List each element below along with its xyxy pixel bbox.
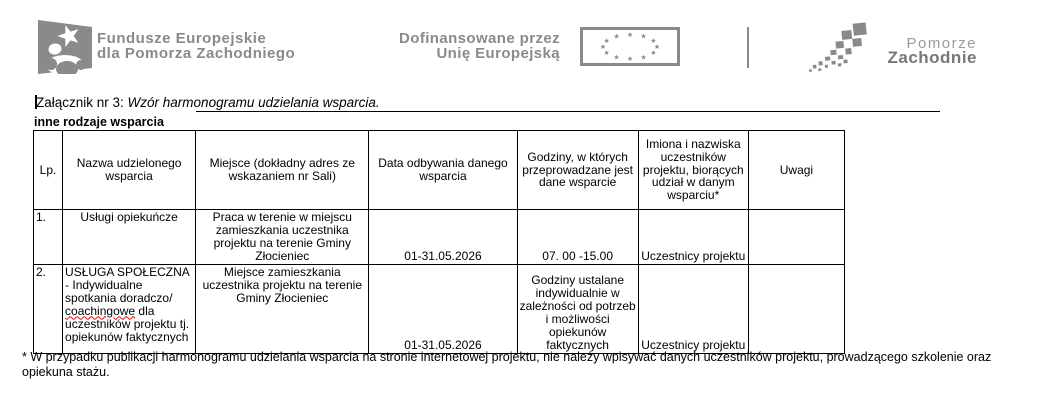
svg-text:★: ★ — [626, 56, 634, 63]
row2-notes — [748, 264, 844, 353]
pz-logo-line2: Zachodnie — [887, 48, 977, 67]
header-divider — [747, 27, 749, 68]
eu-funding-line2: Unię Europejską — [436, 45, 560, 62]
col-header-date: Data odbywania danego wsparcia — [369, 131, 517, 210]
row1-participants: Uczestnicy projektu — [638, 210, 748, 265]
svg-text:★: ★ — [613, 54, 620, 62]
title-underline — [196, 111, 940, 112]
row2-date: 01-31.05.2026 — [369, 264, 517, 353]
col-header-participants: Imiona i nazwiska uczestników projektu, biorących udział w danym wsparciu* — [638, 131, 748, 210]
svg-text:★: ★ — [626, 32, 634, 39]
row2-participants: Uczestnicy projektu — [638, 264, 748, 353]
support-schedule-table — [33, 130, 845, 354]
row2-name-part2: dla uczestników projektu tj. opiekunów faktycznych — [65, 303, 190, 344]
table-header-row — [34, 131, 845, 210]
footnote-line2: opiekuna stażu. — [22, 364, 110, 379]
row1-lp: 1. — [34, 210, 63, 265]
row1-notes — [748, 210, 844, 265]
table-row — [34, 264, 845, 353]
row2-name-misspelled-word: coachingowe — [65, 303, 136, 318]
svg-text:★: ★ — [650, 50, 657, 57]
eu-flag-icon — [580, 27, 680, 66]
footnote-line1: * W przypadku publikacji harmonogramu udzielania wsparcia na stronie internetowej projektu, nie należy wpisywać danych uczestników projektu, prowadzącego szkolenie oraz — [22, 350, 992, 364]
row2-place: Miejsce zamieszkania uczestnika projektu na terenie Gminy Złocieniec — [196, 264, 369, 353]
col-header-hours: Godziny, w których przeprowadzane jest dane wsparcie — [517, 131, 638, 210]
svg-text:★: ★ — [650, 38, 657, 45]
section-label: inne rodzaje wsparcia — [34, 115, 164, 129]
svg-text:★: ★ — [603, 50, 610, 57]
footnote — [22, 350, 1022, 379]
row2-name-part1: USŁUGA SPOŁECZNA - Indywidualne spotkania doradczo/ — [65, 264, 190, 305]
fe-logo-line1: Fundusze Europejskie — [97, 30, 267, 47]
page-title-prefix: Załącznik nr 3: — [36, 95, 128, 110]
col-header-place: Miejsce (dokładny adres ze wskazaniem nr Sali) — [196, 131, 369, 210]
eu-funding-text — [330, 31, 560, 61]
svg-text:★: ★ — [640, 54, 647, 62]
col-header-name: Nazwa udzielonego wsparcia — [63, 131, 196, 210]
pomorze-zachodnie-logo-text — [845, 37, 977, 65]
row2-name — [63, 264, 196, 353]
eu-funding-line1: Dofinansowane przez — [399, 30, 560, 47]
table-row — [34, 210, 845, 265]
row1-date: 01-31.05.2026 — [369, 210, 517, 265]
page-title-italic: Wzór harmonogramu udzielania wsparcia. — [127, 95, 380, 110]
row2-hours: Godziny ustalane indywidualnie w zależności od potrzeb i możliwości opiekunów faktycznych — [517, 264, 638, 353]
row1-name: Usługi opiekuńcze — [63, 210, 196, 265]
pz-logo-line1: Pomorze — [906, 35, 977, 52]
col-header-notes: Uwagi — [748, 131, 844, 210]
svg-text:★: ★ — [599, 44, 607, 51]
fundusze-europejskie-logo-icon — [38, 20, 92, 74]
row1-hours: 07. 00 -15.00 — [517, 210, 638, 265]
row1-place: Praca w terenie w miejscu zamieszkania uczestnika projektu na terenie Gminy Złocieniec — [196, 210, 369, 265]
fe-logo-line2: dla Pomorza Zachodniego — [97, 45, 296, 62]
col-header-lp: Lp. — [34, 131, 63, 210]
svg-text:★: ★ — [640, 33, 647, 41]
svg-text:★: ★ — [603, 38, 610, 45]
svg-text:★: ★ — [653, 44, 661, 51]
svg-text:★: ★ — [613, 33, 620, 41]
row2-lp: 2. — [34, 264, 63, 353]
page-title — [36, 95, 380, 110]
fundusze-europejskie-logo-text — [97, 31, 295, 61]
